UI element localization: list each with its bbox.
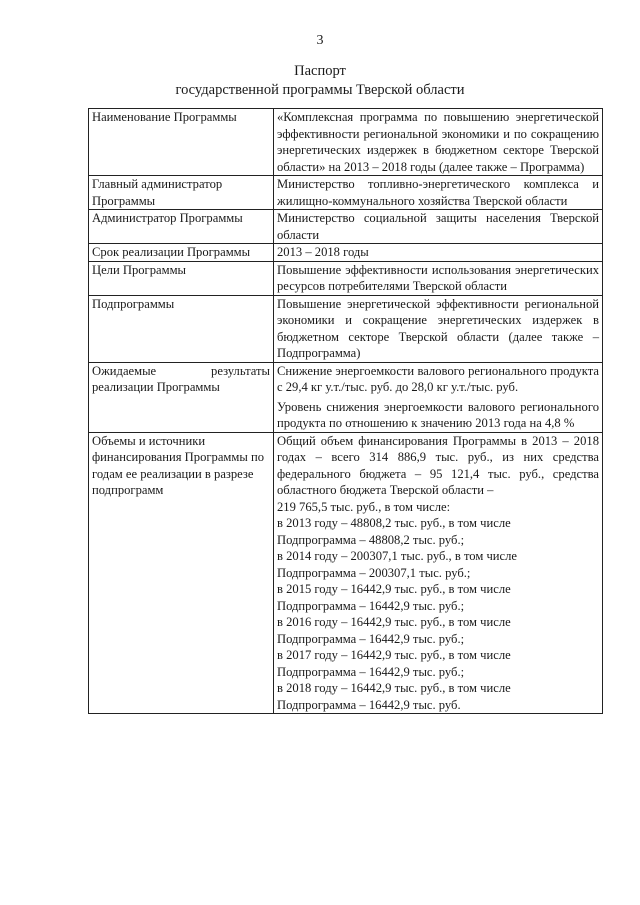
value-subprograms: Повышение энергетической эффективности региональной экономики и сокращение энергетических издержек в бюджетном секторе Тверской области (далее также – Подпрограмма) [274,295,603,362]
label-chief-administrator: Главный администратор Программы [89,176,274,210]
label-expected-results: Ожидаемые результаты реализации Программы [89,362,274,432]
financing-line: в 2017 году – 16442,9 тыс. руб., в том числе [277,648,511,662]
passport-table [88,108,603,714]
financing-line: 219 765,5 тыс. руб., в том числе: [277,499,451,514]
value-administrator: Министерство социальной защиты населения Тверской области [274,210,603,244]
row-term [89,244,603,262]
financing-line: в 2013 году – 48808,2 тыс. руб., в том числе [277,516,511,530]
label-goals: Цели Программы [89,261,274,295]
financing-line: Подпрограмма – 16442,9 тыс. руб.; [277,598,465,613]
title-line-2: государственной программы Тверской области [175,82,465,98]
row-chief-administrator [89,176,603,210]
label-program-name: Наименование Программы [89,109,274,176]
row-administrator [89,210,603,244]
financing-line: Подпрограмма – 16442,9 тыс. руб.; [277,631,465,646]
label-subprograms: Подпрограммы [89,295,274,362]
label-financing: Объемы и источники финансирования Программы по годам ее реализации в разрезе подпрограмм [89,432,274,714]
row-financing [89,432,603,714]
financing-intro: Общий объем финансирования Программы в 2013 – 2018 годах – всего 314 886,9 тыс. руб., из них средства федерального бюджета – 95 121,4 тыс. руб., средства областного бюджета Тверской области – [277,433,599,497]
label-term: Срок реализации Программы [89,244,274,262]
financing-line: Подпрограмма – 16442,9 тыс. руб. [277,697,461,712]
value-program-name: «Комплексная программа по повышению энергетической эффективности региональной экономики и по сокращению энергетических издержек в бюджетном секторе Тверской области» на 2013 – 2018 годы (далее также – Программа) [274,109,603,176]
value-chief-administrator: Министерство топливно-энергетического комплекса и жилищно-коммунального хозяйства Тверской области [274,176,603,210]
financing-line: в 2014 году – 200307,1 тыс. руб., в том числе [277,549,518,563]
financing-line: Подпрограмма – 48808,2 тыс. руб.; [277,532,465,547]
document-title [0,62,640,100]
financing-line: в 2016 году – 16442,9 тыс. руб., в том числе [277,615,511,629]
value-goals: Повышение эффективности использования энергетических ресурсов потребителями Тверской области [274,261,603,295]
financing-line: Подпрограмма – 200307,1 тыс. руб.; [277,565,471,580]
financing-line: в 2018 году – 16442,9 тыс. руб., в том числе [277,681,511,695]
row-program-name [89,109,603,176]
financing-line: в 2015 году – 16442,9 тыс. руб., в том числе [277,582,511,596]
result-item-1: Снижение энергоемкости валового регионального продукта с 29,4 кг у.т./тыс. руб. до 28,0 кг у.т./тыс. руб. [277,363,599,394]
page-number: 3 [316,33,324,48]
label-administrator: Администратор Программы [89,210,274,244]
title-line-1: Паспорт [294,63,346,79]
result-item-2: Уровень снижения энергоемкости валового регионального продукта по отношению к значению 2013 года на 4,8 % [277,399,599,430]
row-expected-results [89,362,603,432]
row-goals [89,261,603,295]
value-term: 2013 – 2018 годы [274,244,603,262]
value-financing [274,432,603,714]
financing-line: Подпрограмма – 16442,9 тыс. руб.; [277,664,465,679]
row-subprograms [89,295,603,362]
value-expected-results [274,362,603,432]
